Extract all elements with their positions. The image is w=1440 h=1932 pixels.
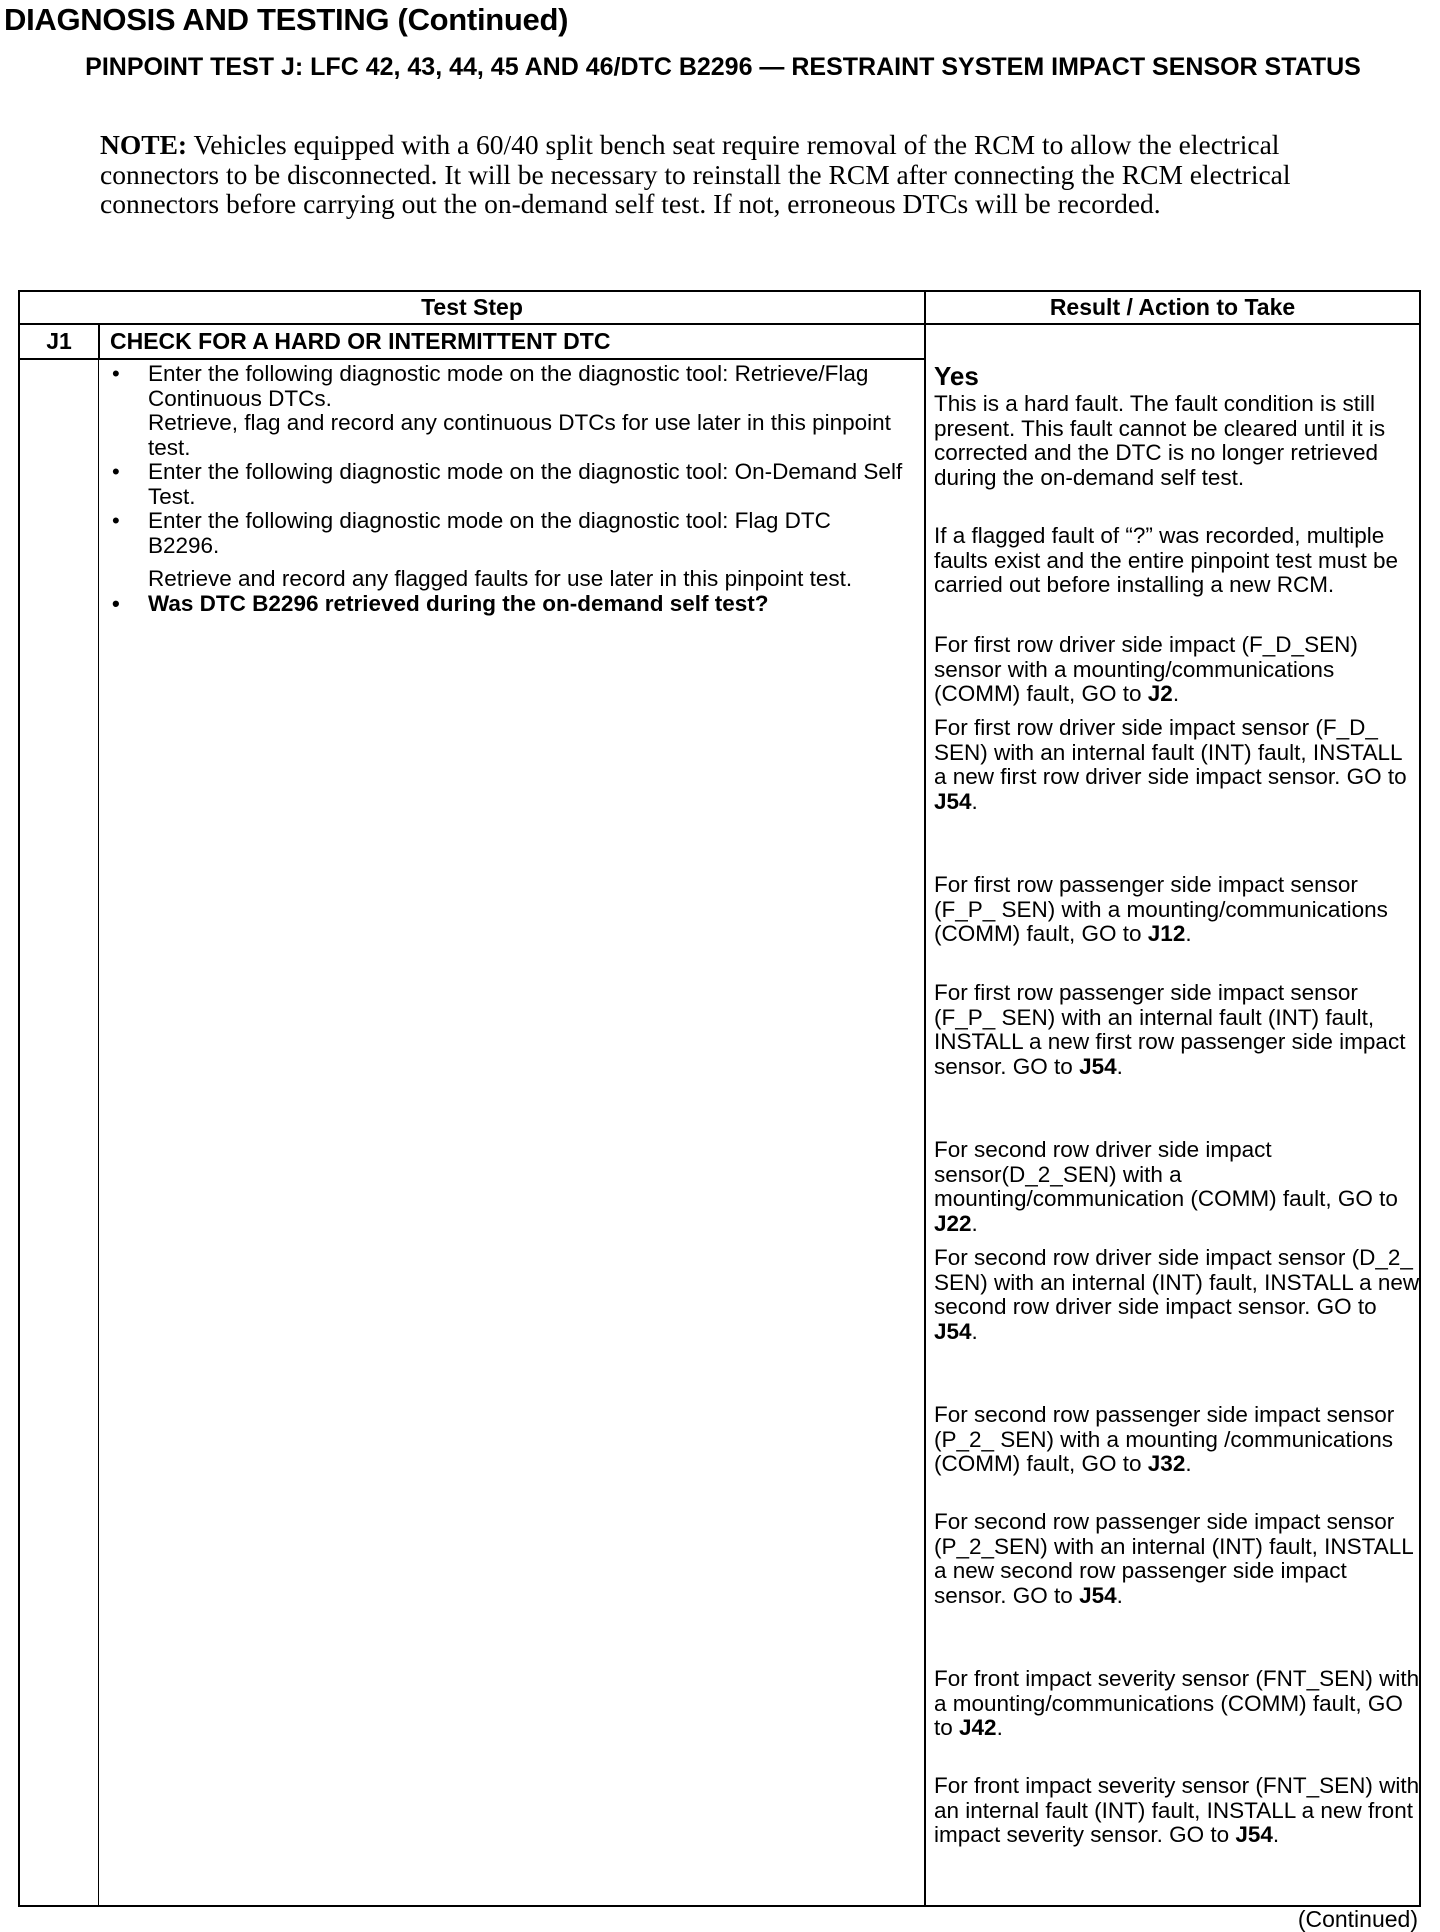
note-label: NOTE: xyxy=(100,129,188,160)
go-to-step: J12 xyxy=(1147,921,1186,946)
list-item-question xyxy=(104,592,904,617)
instruction-text: Enter the following diagnostic mode on the diagnostic tool: Retrieve/Flag Continuous DTCs. xyxy=(148,361,869,411)
page-title: DIAGNOSIS AND TESTING (Continued) xyxy=(4,2,569,37)
result-d2-comm: For second row driver side impact sensor(D_2_SEN) with a mounting/communication (COMM) fault, GO to J22. xyxy=(934,1137,1398,1236)
instruction-text: Retrieve and record any flagged faults for use later in this pinpoint test. xyxy=(148,566,853,591)
note-block xyxy=(100,130,1350,219)
bullet-icon: • xyxy=(112,361,120,386)
bullet-icon: • xyxy=(112,459,120,484)
go-to-step: J54 xyxy=(1235,1822,1273,1847)
result-fp-comm: For first row passenger side impact sensor (F_P_ SEN) with a mounting/communications (COMM) fault, GO to J12. xyxy=(934,872,1388,946)
step-title: CHECK FOR A HARD OR INTERMITTENT DTC xyxy=(110,328,611,354)
result-fnt-int: For front impact severity sensor (FNT_SEN) with an internal fault (INT) fault, INSTALL a new front impact severity sensor. GO to J54. xyxy=(934,1773,1420,1847)
note-text: Vehicles equipped with a 60/40 split bench seat require removal of the RCM to allow the electrical connectors to be disconnected. It will be necessary to reinstall the RCM after connecting the RCM electrical connectors before carrying out the on-demand self test. If not, erroneous DTCs will be recorded. xyxy=(100,129,1291,219)
list-item-continuation xyxy=(104,567,904,592)
go-to-step: J2 xyxy=(1147,681,1173,706)
test-step-instructions xyxy=(104,362,904,616)
result-flagged-fault: If a flagged fault of “?” was recorded, multiple faults exist and the entire pinpoint test must be carried out before installing a new RCM. xyxy=(934,523,1399,597)
list-item-continuation xyxy=(104,411,904,460)
result-p2-comm: For second row passenger side impact sensor (P_2_ SEN) with a mounting /communications (COMM) fault, GO to J32. xyxy=(934,1402,1395,1476)
result-d2-int: For second row driver side impact sensor (D_2_ SEN) with an internal (INT) fault, INSTALL a new second row driver side impact sensor. GO to J54. xyxy=(934,1245,1420,1344)
pinpoint-test-title: PINPOINT TEST J: LFC 42, 43, 44, 45 AND 46/DTC B2296 — RESTRAINT SYSTEM IMPACT SENSOR STATUS xyxy=(85,53,1361,81)
instruction-text: Retrieve, flag and record any continuous DTCs for use later in this pinpoint test. xyxy=(148,410,891,460)
list-item xyxy=(104,509,904,558)
bullet-icon: • xyxy=(112,508,120,533)
go-to-step: J32 xyxy=(1147,1451,1186,1476)
go-to-step: J54 xyxy=(934,1318,972,1344)
go-to-step: J42 xyxy=(959,1715,997,1740)
result-hard-fault: This is a hard fault. The fault condition is still present. This fault cannot be cleared until it is corrected and the DTC is no longer retrieved during the on-demand self test. xyxy=(934,391,1386,490)
list-item xyxy=(104,362,904,411)
instruction-text: Enter the following diagnostic mode on the diagnostic tool: Flag DTC B2296. xyxy=(148,508,831,558)
column-header-result-action: Result / Action to Take xyxy=(1049,294,1296,320)
continued-label: (Continued) xyxy=(1297,1906,1418,1932)
result-yes-label: Yes xyxy=(934,361,979,391)
result-fp-int: For first row passenger side impact sensor (F_P_ SEN) with an internal fault (INT) fault, INSTALL a new first row passenger side impact sensor. GO to J54. xyxy=(934,980,1406,1079)
step-title-divider xyxy=(18,358,926,360)
result-fd-int: For first row driver side impact sensor (F_D_ SEN) with an internal fault (INT) fault, INSTALL a new first row driver side impact sensor. GO to J54. xyxy=(934,715,1407,814)
go-to-step: J22 xyxy=(934,1210,972,1236)
bullet-icon: • xyxy=(112,590,120,616)
go-to-step: J54 xyxy=(934,788,972,814)
result-p2-int: For second row passenger side impact sensor (P_2_SEN) with an internal (INT) fault, INSTALL a new second row passenger side impact sensor. GO to J54. xyxy=(934,1509,1413,1608)
column-divider xyxy=(924,290,926,1907)
step-id-divider xyxy=(98,323,100,360)
go-to-step: J54 xyxy=(1079,1053,1117,1079)
instruction-text: Enter the following diagnostic mode on the diagnostic tool: On-Demand Self Test. xyxy=(148,459,903,509)
instruction-question: Was DTC B2296 retrieved during the on-demand self test? xyxy=(148,590,769,616)
step-id: J1 xyxy=(46,328,72,354)
list-item xyxy=(104,460,904,509)
go-to-step: J54 xyxy=(1079,1582,1117,1608)
result-fd-comm: For first row driver side impact (F_D_SEN) sensor with a mounting/communications (COMM) fault, GO to J2. xyxy=(934,632,1358,706)
step-id-column-divider xyxy=(98,360,99,1907)
column-header-test-step: Test Step xyxy=(421,294,523,320)
result-fnt-comm: For front impact severity sensor (FNT_SEN) with a mounting/communications (COMM) fault, GO to J42. xyxy=(934,1666,1420,1740)
